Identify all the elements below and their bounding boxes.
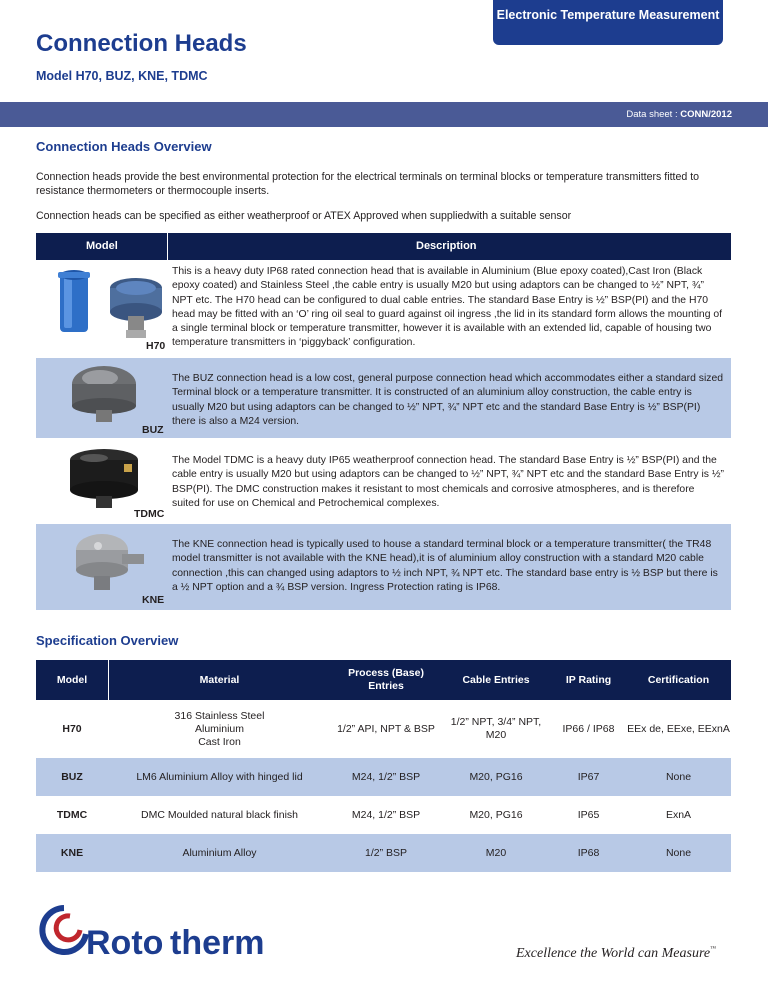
page-title: Connection Heads xyxy=(36,30,247,57)
row-model-label: TDMC xyxy=(134,508,165,520)
spec-ip: IP68 xyxy=(577,846,600,859)
spec-header-ip: IP Rating xyxy=(565,673,612,686)
models-table-header xyxy=(36,233,731,260)
spec-material xyxy=(108,700,331,758)
model-row-tdmc xyxy=(36,438,731,524)
overview-title: Connection Heads Overview xyxy=(36,139,212,154)
spec-model: H70 xyxy=(62,722,82,735)
logo-text-roto: Roto xyxy=(86,924,164,962)
col-model-header: Model xyxy=(86,240,118,252)
datasheet-ref xyxy=(626,109,732,120)
cable-line: 1/2” NPT, 3/4” NPT, xyxy=(450,716,542,728)
spec-row-buz xyxy=(36,758,731,796)
row-model-label: KNE xyxy=(142,594,165,606)
row-description: The KNE connection head is typically used to house a standard terminal block or a temperature transmitter( the TR48 model transmitter is not available with the KNE head),it is of aluminium alloy construction with a standard M20 cable connection ,this can changed using adaptors to ½ inch NPT, ¾ NPT etc. The standard base entry is ½ BSP but there is a ½ NPT option and a ¾ BSP version. Ingress Protection rating is IP68. xyxy=(172,539,718,593)
spec-cable: M20, PG16 xyxy=(469,770,523,783)
row-description: The Model TDMC is a heavy duty IP65 weatherproof connection head. The standard Base Entry is ½” BSP(PI) and the cable entry is usually M20 but using adaptors can be changed to ½” NPT, ¾” NPT etc and the standard Base Entry is ½” BSP(PI). The DMC construction makes it resistant to most chemicals and corrosive atmospheres, and is therefore suited for use on Chemical and Petrochemical complexes. xyxy=(172,455,724,509)
buz-head-image xyxy=(64,362,144,424)
rototherm-logo xyxy=(34,904,314,969)
spec-model: BUZ xyxy=(61,770,83,783)
header-divider xyxy=(167,233,168,260)
section-tag: Electronic Temperature Measurement xyxy=(493,0,723,45)
spec-material: DMC Moulded natural black finish xyxy=(141,808,298,821)
spec-process: 1/2” BSP xyxy=(364,846,408,859)
spec-process: M24, 1/2” BSP xyxy=(351,770,421,783)
spec-row-h70 xyxy=(36,700,731,758)
spec-process: M24, 1/2” BSP xyxy=(351,808,421,821)
overview-paragraph-2: Connection heads can be specified as either weatherproof or ATEX Approved when suppliedwith a suitable sensor xyxy=(36,210,572,222)
model-row-h70 xyxy=(36,260,731,358)
spec-material: LM6 Aluminium Alloy with hinged lid xyxy=(136,770,303,783)
material-line: 316 Stainless Steel xyxy=(174,709,265,722)
spec-cable: M20 xyxy=(485,846,507,859)
tagline-tm: ™ xyxy=(710,946,717,952)
spec-model: TDMC xyxy=(56,808,88,821)
rototherm-logo-mark-icon xyxy=(34,904,314,964)
spec-header-certification: Certification xyxy=(647,673,710,686)
kne-head-image xyxy=(58,528,150,594)
spec-ip: IP66 / IP68 xyxy=(562,722,615,735)
logo-text-therm: therm xyxy=(170,924,265,962)
datasheet-code: CONN/2012 xyxy=(680,109,732,120)
row-model-label: BUZ xyxy=(142,424,164,436)
model-row-kne xyxy=(36,524,731,610)
datasheet-label: Data sheet : xyxy=(626,109,681,120)
row-description: The BUZ connection head is a low cost, general purpose connection head which accommodates either a standard sized Terminal block or a temperature transmitter. It is constructed of an aluminium alloy construction, the cable entry is usually M20 but using adaptors can be changed to ½” NPT, ¾” NPT etc and the standard Base Entry is ½” BSP(PI) there is also a M24 version. xyxy=(172,373,724,427)
page-subtitle: Model H70, BUZ, KNE, TDMC xyxy=(36,69,208,83)
model-row-buz xyxy=(36,358,731,438)
spec-ip: IP67 xyxy=(577,770,600,783)
spec-cert: None xyxy=(665,770,692,783)
spec-table-header xyxy=(36,660,731,700)
row-model-label: H70 xyxy=(146,340,166,352)
spec-material: Aluminium Alloy xyxy=(182,846,257,859)
spec-header-cable: Cable Entries xyxy=(462,673,530,686)
material-line: Cast Iron xyxy=(198,735,241,748)
spec-cert: None xyxy=(665,846,692,859)
spec-cert: ExnA xyxy=(665,808,692,821)
spec-ip: IP65 xyxy=(577,808,600,821)
spec-process: 1/2” API, NPT & BSP xyxy=(337,722,435,735)
spec-cable: M20, PG16 xyxy=(469,808,523,821)
col-description-header: Description xyxy=(416,240,477,252)
spec-header-material: Material xyxy=(199,673,240,686)
material-line: Aluminium xyxy=(194,722,244,735)
spec-header-process: Process (Base) Entries xyxy=(348,667,424,692)
h70-head-image xyxy=(56,266,164,348)
tagline xyxy=(516,946,716,962)
spec-row-kne xyxy=(36,834,731,872)
row-description: This is a heavy duty IP68 rated connection head that is available in Aluminium (Blue epoxy coated),Cast Iron (Black epoxy coated) and Stainless Steel ,the cable entry is usually M20 but using adaptors can be changed to ½” NPT, ¾” NPT etc. The H70 head can be configured to dual cable entries. The standard Base Entry is ½” BSP(PI) and the H70 head may be fitted with an ‘O’ ring oil seal to guard against oil ingress ,the lid in its standard form allows the mounting of a single terminal block or temperature transmitter, however it is available with an extended lid, capable of housing two temperature transmitters in ‘piggyback’ configuration. xyxy=(172,266,723,349)
spec-header-model: Model xyxy=(56,673,88,686)
cable-line: M20 xyxy=(485,729,507,741)
tagline-text: Excellence the World can Measure xyxy=(516,946,711,961)
spec-row-tdmc xyxy=(36,796,731,834)
tdmc-head-image xyxy=(64,446,144,510)
datasheet-band xyxy=(0,102,768,127)
spec-cert: EEx de, EExe, EExnA xyxy=(627,722,730,735)
spec-cable xyxy=(441,700,551,758)
spec-title: Specification Overview xyxy=(36,633,179,648)
overview-paragraph-1: Connection heads provide the best environmental protection for the electrical terminals on terminal blocks or temperature transmitters fitted to resistance thermometers or thermocouple inserts. xyxy=(36,171,700,197)
spec-model: KNE xyxy=(60,846,84,859)
